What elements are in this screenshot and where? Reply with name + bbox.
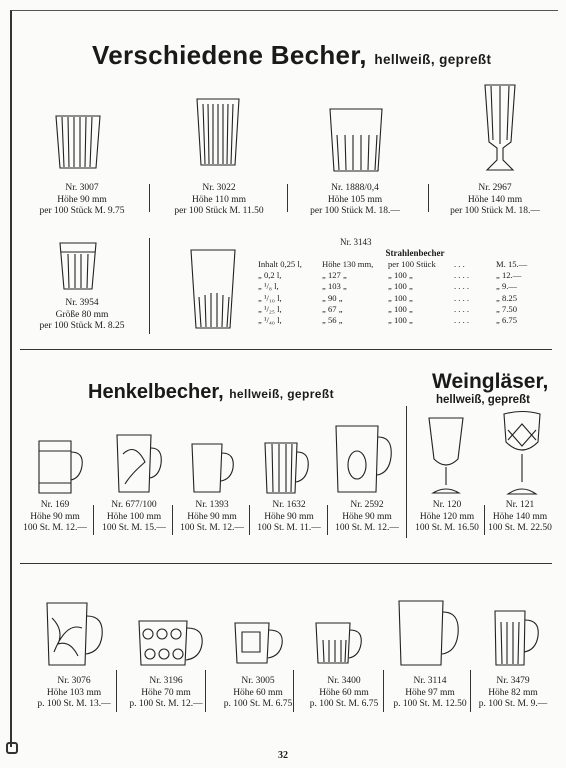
- item-size: Höhe 90 mm: [187, 511, 237, 522]
- divider: [116, 670, 117, 712]
- item-number: Nr. 120: [432, 500, 462, 510]
- title-subtitle: hellweiß, gepreßt: [374, 52, 492, 67]
- item-price: per 100 Stück M. 8.25: [39, 321, 125, 331]
- item-price: 100 St. M. 16.50: [415, 523, 479, 533]
- item-2592: [330, 500, 404, 535]
- item-677: [97, 500, 171, 535]
- table-cell: . . . .: [454, 303, 470, 314]
- divider: [93, 505, 94, 535]
- mug-3479-image: [492, 608, 542, 668]
- item-price: p. 100 St. M. 6.75: [309, 699, 379, 709]
- table-cell: „ 9.—: [496, 281, 518, 292]
- divider: [428, 184, 429, 212]
- table-cell: „ 6.75: [496, 314, 518, 325]
- title-text: Verschiedene Becher,: [92, 40, 367, 70]
- divider: [327, 505, 328, 535]
- table-cell: „ 90 „: [322, 292, 343, 303]
- item-number: Nr. 3114: [413, 676, 447, 686]
- item-size: Höhe 140 mm: [467, 194, 523, 205]
- divider: [172, 505, 173, 535]
- item-price: per 100 Stück M. 18.—: [310, 206, 400, 216]
- divider: [149, 184, 150, 212]
- item-size: Höhe 70 mm: [141, 687, 191, 698]
- mug-1393-image: [189, 441, 239, 495]
- item-size: Höhe 90 mm: [264, 511, 314, 522]
- section-title: Weingläser,: [432, 370, 549, 393]
- table-cell: „ 100 „: [388, 281, 413, 292]
- table-cell: „ ¹/₄₀ l,: [258, 314, 282, 325]
- section-title: [92, 40, 491, 71]
- item-3114: [382, 676, 478, 711]
- item-price: p. 100 St. M. 6.75: [223, 699, 293, 709]
- table-cell: „ 7.50: [496, 303, 518, 314]
- mug-3400-image: [313, 620, 365, 666]
- mug-3005-image: [232, 620, 288, 666]
- item-size: Höhe 90 mm: [57, 194, 107, 205]
- table-cell: . . .: [454, 259, 465, 269]
- glass-3954-image: [57, 240, 99, 292]
- item-size: Höhe 60 mm: [319, 687, 369, 698]
- mug-3076-image: [44, 600, 106, 668]
- item-size: Höhe 140 mm: [492, 511, 548, 522]
- item-3076: [26, 676, 122, 711]
- item-price: per 100 Stück M. 9.75: [39, 206, 125, 216]
- item-price: 100 St. M. 11.—: [257, 523, 321, 533]
- mug-1632-image: [262, 440, 314, 496]
- strahlen-number: Nr. 3143: [340, 237, 372, 247]
- item-size: Höhe 105 mm: [327, 194, 383, 205]
- item-3196: [118, 676, 214, 711]
- page-number: 32: [278, 750, 288, 761]
- item-3005: [210, 676, 306, 711]
- table-cell: „ 100 „: [388, 292, 413, 303]
- item-number: Nr. 3005: [241, 676, 275, 686]
- divider: [484, 505, 485, 535]
- item-size: Höhe 120 mm: [419, 511, 475, 522]
- item-number: Nr. 3400: [327, 676, 361, 686]
- table-cell: „ 103 „: [322, 281, 347, 292]
- title-subtitle: hellweiß, gepreßt: [229, 387, 335, 401]
- item-size: Höhe 90 mm: [30, 511, 80, 522]
- item-number: Nr. 3076: [57, 676, 91, 686]
- item-number: Nr. 3022: [202, 183, 236, 193]
- item-3007: [22, 183, 142, 218]
- table-cell: „ ¹/₈ l,: [258, 281, 279, 292]
- item-number: Nr. 3954: [65, 298, 99, 308]
- item-120: [410, 500, 484, 535]
- divider: [287, 184, 288, 212]
- item-3400: [296, 676, 392, 711]
- table-cell: Höhe 130 mm,: [322, 259, 374, 269]
- table-cell: „ ¹/₁₀ l,: [258, 292, 282, 303]
- mug-3196-image: [136, 618, 208, 668]
- table-cell: „ 0,2 l,: [258, 270, 282, 281]
- item-size: Höhe 60 mm: [233, 687, 283, 698]
- divider: [383, 670, 384, 712]
- section-divider: [20, 349, 552, 350]
- table-cell: „ 8.25: [496, 292, 518, 303]
- divider: [406, 406, 407, 538]
- item-size: Höhe 90 mm: [342, 511, 392, 522]
- mug-2592-image: [333, 423, 395, 495]
- title-subtitle: hellweiß, gepreßt: [436, 394, 530, 406]
- item-size: Höhe 110 mm: [191, 194, 246, 205]
- glass-2967-image: [480, 82, 520, 174]
- item-number: Nr. 1888/0,4: [331, 183, 379, 193]
- item-3479: [470, 676, 556, 711]
- item-2967: [434, 183, 556, 218]
- divider: [249, 505, 250, 535]
- item-number: Nr. 2592: [350, 500, 384, 510]
- item-number: Nr. 2967: [478, 183, 512, 193]
- wine-120-image: [426, 415, 466, 497]
- item-price: p. 100 St. M. 12.—: [129, 699, 203, 709]
- glass-3007-image: [52, 112, 104, 172]
- item-price: 100 St. M. 12.—: [23, 523, 87, 533]
- item-price: 100 St. M. 12.—: [335, 523, 399, 533]
- item-number: Nr. 677/100: [111, 500, 157, 510]
- item-size: Größe 80 mm: [55, 309, 109, 320]
- divider: [470, 670, 471, 712]
- item-number: Nr. 121: [505, 500, 535, 510]
- item-size: Höhe 82 mm: [488, 687, 538, 698]
- item-1888: [292, 183, 418, 218]
- table-cell: „ 100 „: [388, 303, 413, 314]
- item-size: Höhe 100 mm: [106, 511, 162, 522]
- section-divider: [20, 563, 552, 564]
- wine-121-image: [500, 410, 544, 498]
- table-cell: . . . .: [454, 281, 470, 292]
- section-title: [88, 381, 334, 404]
- item-number: Nr. 3479: [496, 676, 530, 686]
- table-cell: . . . .: [454, 270, 470, 281]
- table-cell: „ 67 „: [322, 303, 343, 314]
- item-3022: [156, 183, 282, 218]
- table-cell: „ 100 „: [388, 270, 413, 281]
- table-cell: . . . .: [454, 314, 470, 325]
- strahlen-name: Strahlenbecher: [385, 248, 445, 258]
- table-cell: „ 127 „: [322, 270, 347, 281]
- item-number: Nr. 1632: [272, 500, 306, 510]
- glass-3022-image: [195, 96, 241, 168]
- item-price: per 100 Stück M. 18.—: [450, 206, 540, 216]
- item-3954: [22, 298, 142, 333]
- divider: [149, 238, 150, 334]
- item-size: Höhe 97 mm: [405, 687, 455, 698]
- item-number: Nr. 3196: [149, 676, 183, 686]
- item-1393: [176, 500, 248, 535]
- item-number: Nr. 1393: [195, 500, 229, 510]
- mug-3114-image: [396, 598, 462, 668]
- item-121: [486, 500, 554, 535]
- item-price: 100 St. M. 15.—: [102, 523, 166, 533]
- item-1632: [252, 500, 326, 535]
- table-cell: M. 15.—: [496, 259, 528, 269]
- glass-1888-image: [327, 105, 385, 175]
- item-number: Nr. 3007: [65, 183, 99, 193]
- table-cell: „ 56 „: [322, 314, 343, 325]
- divider: [205, 670, 206, 712]
- mug-169-image: [36, 438, 86, 496]
- item-price: per 100 Stück M. 11.50: [174, 206, 264, 216]
- item-price: p. 100 St. M. 13.—: [37, 699, 111, 709]
- title-text: Henkelbecher,: [88, 381, 224, 403]
- item-169: [20, 500, 90, 535]
- table-cell: „ ¹/₂₅ l,: [258, 303, 282, 314]
- item-price: 100 St. M. 12.—: [180, 523, 244, 533]
- table-cell: Inhalt 0,25 l,: [258, 259, 302, 269]
- divider: [293, 670, 294, 712]
- glass-3143-image: [188, 247, 238, 331]
- mug-677-image: [113, 432, 165, 496]
- table-cell: „ 100 „: [388, 314, 413, 325]
- item-number: Nr. 169: [40, 500, 70, 510]
- item-size: Höhe 103 mm: [46, 687, 102, 698]
- item-price: p. 100 St. M. 12.50: [393, 699, 467, 709]
- item-price: 100 St. M. 22.50: [488, 523, 552, 533]
- item-price: p. 100 St. M. 9.—: [478, 699, 548, 709]
- table-cell: per 100 Stück: [388, 259, 436, 269]
- table-cell: . . . .: [454, 292, 470, 303]
- table-cell: „ 12.—: [496, 270, 522, 281]
